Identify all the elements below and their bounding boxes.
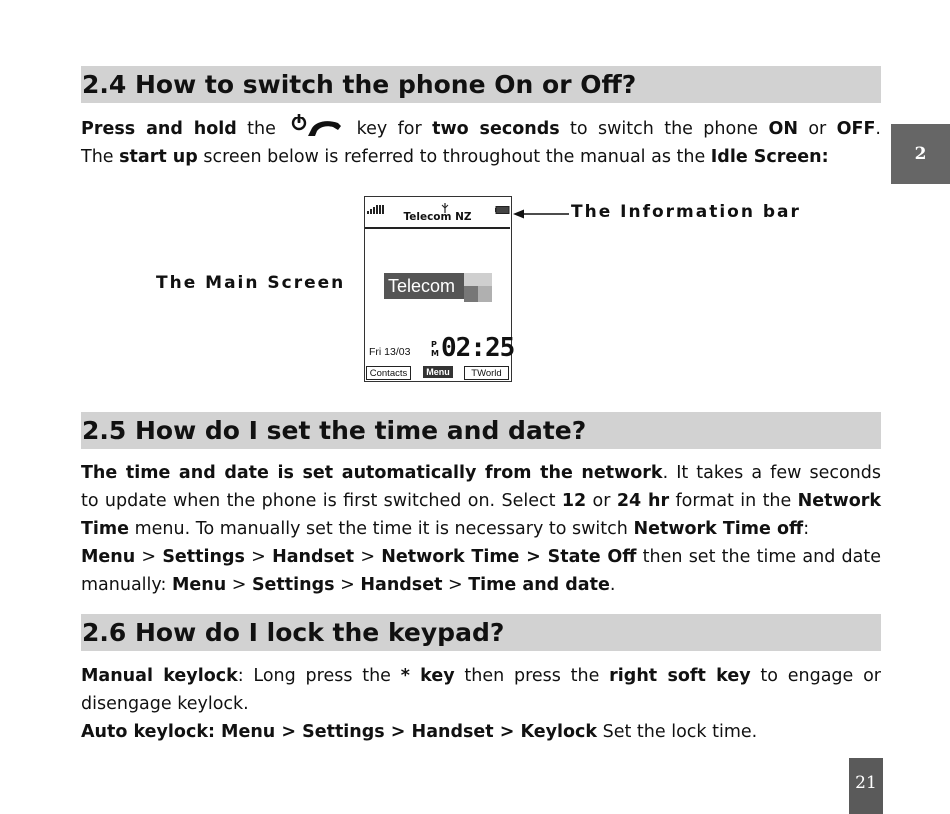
section-2-5-line-3: Time menu. To manually set the time it is necessary to switch Network Time off: [81, 519, 810, 539]
section-2-5-line-5: manually: Menu > Settings > Handset > Time and date. [81, 575, 616, 595]
information-bar-label: The Information bar [571, 202, 801, 222]
text-press-and-hold: Press and hold [81, 119, 237, 139]
main-screen-label: The Main Screen [156, 273, 346, 293]
carrier-name: Telecom NZ [403, 211, 472, 223]
page-number: 21 [849, 758, 883, 814]
information-bar [365, 197, 510, 229]
clock-time: 02:25 [441, 333, 515, 363]
chapter-tab: 2 [891, 124, 950, 184]
section-2-6-line-2: disengage keylock. [81, 694, 249, 714]
phone-screen [364, 196, 515, 382]
section-2-5-line-1: The time and date is set automatically from the network. It takes a few seconds [81, 463, 881, 483]
telecom-logo-text: Telecom [388, 276, 456, 296]
arrow-icon [512, 205, 570, 224]
softkey-menu[interactable]: Menu [423, 366, 453, 378]
section-2-4-line-2: The start up screen below is referred to throughout the manual as the Idle Screen: [81, 147, 829, 167]
section-2-5-heading: 2.5 How do I set the time and date? [81, 412, 881, 449]
section-2-6-line-3: Auto keylock: Menu > Settings > Handset > Keylock Set the lock time. [81, 722, 758, 742]
section-2-5-line-2: to update when the phone is first switched on. Select 12 or 24 hr format in the Network [81, 491, 881, 511]
softkey-contacts[interactable]: Contacts [366, 366, 411, 380]
section-2-6-heading: 2.6 How do I lock the keypad? [81, 614, 881, 651]
section-2-4-text [81, 114, 881, 171]
power-end-key-icon [286, 114, 346, 136]
section-2-4-line-1: Press and hold the key for two seconds to switch the phone ON or OFF. [81, 114, 881, 143]
section-2-4-heading: 2.4 How to switch the phone On or Off? [81, 66, 881, 103]
softkey-tworld[interactable]: TWorld [464, 366, 509, 380]
date-text: Fri 13/03 [369, 346, 411, 358]
section-2-6-text [81, 662, 881, 746]
section-2-5-text [81, 459, 881, 599]
ampm-indicator: P M [431, 340, 439, 358]
section-2-6-line-1: Manual keylock: Long press the * key then press the right soft key to engage or [81, 666, 881, 686]
telecom-logo [384, 273, 492, 302]
section-2-5-line-4: Menu > Settings > Handset > Network Time > State Off then set the time and date [81, 547, 881, 567]
